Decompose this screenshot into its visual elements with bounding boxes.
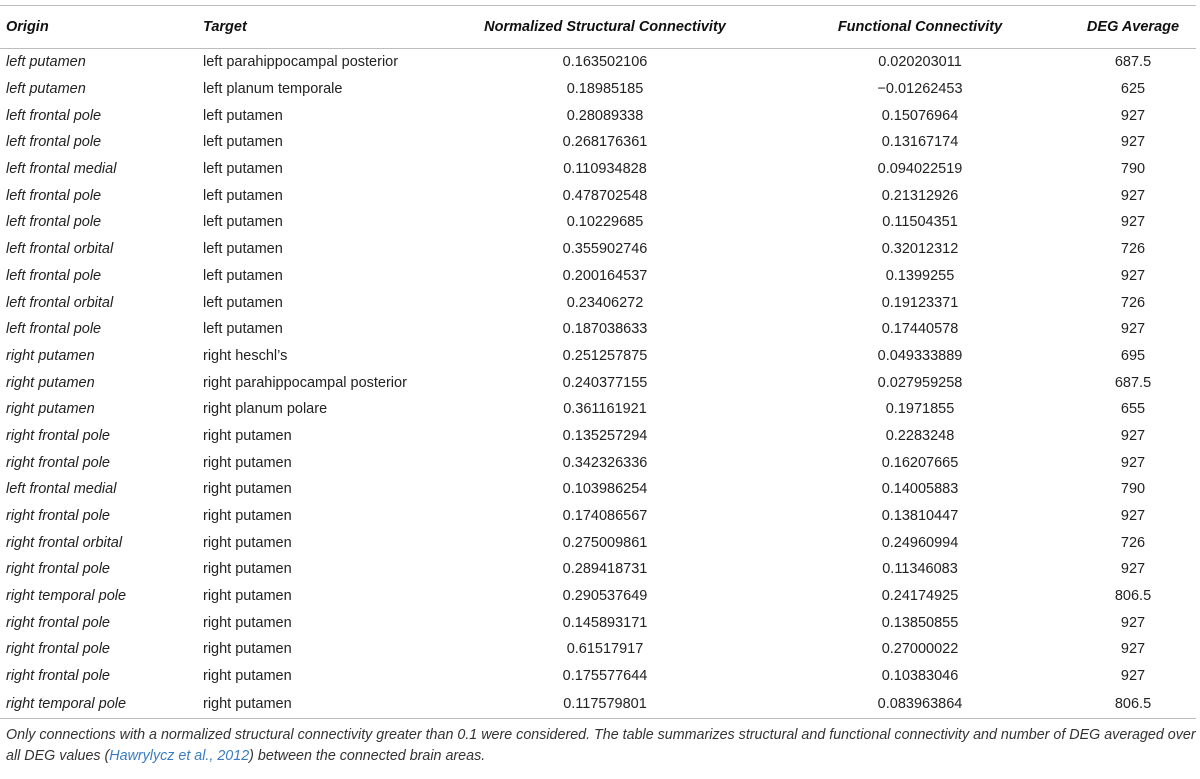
cell-functional-connectivity: 0.094022519 xyxy=(877,161,963,178)
cell-functional-connectivity: 0.2283248 xyxy=(885,427,955,444)
cell-deg-average: 927 xyxy=(1120,267,1146,284)
cell-target: left putamen xyxy=(203,214,283,231)
cell-target: right putamen xyxy=(203,534,292,551)
cell-structural-connectivity: 0.342326336 xyxy=(562,454,648,471)
cell-origin: right frontal pole xyxy=(6,561,110,578)
cell-functional-connectivity: 0.17440578 xyxy=(881,321,959,338)
cell-origin: left frontal orbital xyxy=(6,294,114,311)
cell-origin: right frontal pole xyxy=(6,454,110,471)
footnote-text-before: Only connections with a normalized structural connectivity greater than 0.1 were considered. The table summarizes structural and functional connectivity and number of DEG averaged over all DEG values ( xyxy=(6,726,1196,764)
cell-functional-connectivity: 0.15076964 xyxy=(881,107,959,124)
cell-origin: left frontal pole xyxy=(6,214,102,231)
table-row xyxy=(0,209,1196,236)
cell-target: right putamen xyxy=(203,588,292,605)
cell-functional-connectivity: 0.16207665 xyxy=(881,454,959,471)
cell-deg-average: 927 xyxy=(1120,641,1146,658)
cell-origin: left frontal medial xyxy=(6,481,117,498)
cell-target: left parahippocampal posterior xyxy=(203,54,399,71)
cell-deg-average: 927 xyxy=(1120,134,1146,151)
cell-structural-connectivity: 0.23406272 xyxy=(566,294,644,311)
cell-target: right putamen xyxy=(203,454,292,471)
cell-origin: left frontal orbital xyxy=(6,241,114,258)
cell-deg-average: 695 xyxy=(1120,347,1146,364)
cell-deg-average: 927 xyxy=(1120,187,1146,204)
cell-target: right heschl’s xyxy=(203,347,288,364)
cell-deg-average: 687.5 xyxy=(1114,54,1152,71)
table-row xyxy=(0,690,1196,719)
cell-structural-connectivity: 0.117579801 xyxy=(563,695,647,712)
connectivity-table xyxy=(0,5,1196,767)
cell-deg-average: 726 xyxy=(1120,534,1146,551)
cell-deg-average: 927 xyxy=(1120,214,1146,231)
cell-origin: right frontal pole xyxy=(6,508,110,525)
cell-deg-average: 927 xyxy=(1120,321,1146,338)
cell-functional-connectivity: 0.27000022 xyxy=(881,641,959,658)
table-row xyxy=(0,636,1196,663)
cell-deg-average: 726 xyxy=(1120,294,1146,311)
cell-structural-connectivity: 0.28089338 xyxy=(566,107,644,124)
cell-target: right parahippocampal posterior xyxy=(203,374,407,391)
cell-functional-connectivity: 0.13167174 xyxy=(881,134,959,151)
cell-structural-connectivity: 0.187038633 xyxy=(562,321,648,338)
cell-origin: right frontal orbital xyxy=(6,534,123,551)
cell-deg-average: 806.5 xyxy=(1114,695,1152,712)
cell-functional-connectivity: 0.11346083 xyxy=(882,561,958,578)
cell-structural-connectivity: 0.478702548 xyxy=(562,187,648,204)
cell-target: right putamen xyxy=(203,481,292,498)
header-deg-average: DEG Average xyxy=(1086,19,1180,35)
table-row xyxy=(0,316,1196,343)
cell-origin: right frontal pole xyxy=(6,641,110,658)
header-origin: Origin xyxy=(6,19,49,35)
cell-origin: left frontal medial xyxy=(6,161,117,178)
cell-target: left putamen xyxy=(203,241,283,258)
cell-functional-connectivity: 0.24960994 xyxy=(881,534,959,551)
cell-deg-average: 927 xyxy=(1120,668,1146,685)
cell-structural-connectivity: 0.355902746 xyxy=(562,241,648,258)
cell-target: right putamen xyxy=(203,668,292,685)
cell-structural-connectivity: 0.103986254 xyxy=(562,481,648,498)
cell-functional-connectivity: 0.11504351 xyxy=(882,214,958,231)
cell-target: left putamen xyxy=(203,161,283,178)
cell-target: right putamen xyxy=(203,641,292,658)
cell-structural-connectivity: 0.18985185 xyxy=(566,81,644,98)
cell-structural-connectivity: 0.361161921 xyxy=(563,401,647,418)
table-row xyxy=(0,503,1196,530)
cell-origin: right frontal pole xyxy=(6,614,110,631)
cell-target: left putamen xyxy=(203,107,283,124)
cell-deg-average: 927 xyxy=(1120,508,1146,525)
table-row xyxy=(0,156,1196,183)
cell-origin: right frontal pole xyxy=(6,668,110,685)
header-structural-connectivity: Normalized Structural Connectivity xyxy=(484,19,726,35)
cell-deg-average: 726 xyxy=(1120,241,1146,258)
table-footnote xyxy=(0,718,1196,767)
cell-deg-average: 927 xyxy=(1120,614,1146,631)
cell-deg-average: 927 xyxy=(1120,107,1146,124)
cell-origin: right frontal pole xyxy=(6,427,110,444)
cell-origin: left frontal pole xyxy=(6,107,102,124)
footnote-text-after: ) between the connected brain areas. xyxy=(249,747,486,764)
cell-deg-average: 927 xyxy=(1120,561,1146,578)
footnote-row xyxy=(0,718,1196,767)
cell-origin: right temporal pole xyxy=(6,695,127,712)
table-row xyxy=(0,343,1196,370)
cell-functional-connectivity: 0.10383046 xyxy=(881,668,959,685)
cell-origin: left putamen xyxy=(6,54,86,71)
cell-structural-connectivity: 0.290537649 xyxy=(562,588,648,605)
cell-origin: left putamen xyxy=(6,81,86,98)
table-row xyxy=(0,182,1196,209)
cell-functional-connectivity: 0.14005883 xyxy=(881,481,959,498)
cell-structural-connectivity: 0.163502106 xyxy=(562,54,648,71)
cell-functional-connectivity: 0.1399255 xyxy=(885,267,955,284)
cell-functional-connectivity: 0.027959258 xyxy=(877,374,963,391)
cell-deg-average: 687.5 xyxy=(1114,374,1152,391)
table-footer xyxy=(0,718,1196,767)
cell-origin: left frontal pole xyxy=(6,187,102,204)
cell-target: left putamen xyxy=(203,134,283,151)
header-target: Target xyxy=(203,19,247,35)
cell-target: left putamen xyxy=(203,294,283,311)
cell-structural-connectivity: 0.135257294 xyxy=(562,427,648,444)
cell-origin: left frontal pole xyxy=(6,134,102,151)
table-row xyxy=(0,609,1196,636)
table-row xyxy=(0,76,1196,103)
table-row xyxy=(0,449,1196,476)
table-row xyxy=(0,423,1196,450)
header-functional-connectivity: Functional Connectivity xyxy=(837,19,1003,35)
cell-functional-connectivity: −0.01262453 xyxy=(877,81,963,98)
table-row xyxy=(0,102,1196,129)
cell-deg-average: 927 xyxy=(1120,427,1146,444)
cell-origin: right temporal pole xyxy=(6,588,127,605)
cell-target: right putamen xyxy=(203,508,292,525)
table-row xyxy=(0,49,1196,76)
cell-structural-connectivity: 0.175577644 xyxy=(562,668,648,685)
cell-target: right putamen xyxy=(203,695,292,712)
cell-deg-average: 927 xyxy=(1120,454,1146,471)
cell-origin: right putamen xyxy=(6,347,95,364)
table-body xyxy=(0,49,1196,719)
cell-structural-connectivity: 0.145893171 xyxy=(562,614,648,631)
cell-structural-connectivity: 0.275009861 xyxy=(562,534,648,551)
cell-structural-connectivity: 0.268176361 xyxy=(562,134,648,151)
cell-deg-average: 625 xyxy=(1120,81,1146,98)
cell-target: right putamen xyxy=(203,614,292,631)
cell-structural-connectivity: 0.289418731 xyxy=(562,561,648,578)
cell-structural-connectivity: 0.251257875 xyxy=(562,347,648,364)
cell-structural-connectivity: 0.200164537 xyxy=(562,267,648,284)
cell-target: left putamen xyxy=(203,267,283,284)
citation-link[interactable]: Hawrylycz et al., 2012 xyxy=(109,747,250,764)
cell-structural-connectivity: 0.61517917 xyxy=(566,641,644,658)
cell-deg-average: 806.5 xyxy=(1114,588,1152,605)
header-row xyxy=(0,6,1196,49)
cell-deg-average: 790 xyxy=(1120,481,1146,498)
table-row xyxy=(0,289,1196,316)
cell-functional-connectivity: 0.083963864 xyxy=(877,695,963,712)
table-row xyxy=(0,263,1196,290)
cell-structural-connectivity: 0.174086567 xyxy=(562,508,648,525)
cell-functional-connectivity: 0.13850855 xyxy=(881,614,959,631)
table-row xyxy=(0,129,1196,156)
table-row xyxy=(0,369,1196,396)
table-row xyxy=(0,396,1196,423)
table-row xyxy=(0,556,1196,583)
table-row xyxy=(0,236,1196,263)
cell-target: right planum polare xyxy=(203,401,328,418)
cell-origin: left frontal pole xyxy=(6,267,102,284)
table-row xyxy=(0,529,1196,556)
cell-functional-connectivity: 0.21312926 xyxy=(881,187,959,204)
cell-functional-connectivity: 0.19123371 xyxy=(881,294,959,311)
cell-target: left putamen xyxy=(203,187,283,204)
cell-structural-connectivity: 0.110934828 xyxy=(563,161,647,178)
cell-functional-connectivity: 0.049333889 xyxy=(877,347,963,364)
cell-functional-connectivity: 0.24174925 xyxy=(881,588,959,605)
cell-functional-connectivity: 0.13810447 xyxy=(881,508,959,525)
cell-origin: right putamen xyxy=(6,374,95,391)
cell-functional-connectivity: 0.020203011 xyxy=(878,54,962,71)
table-row xyxy=(0,663,1196,690)
table-row xyxy=(0,583,1196,610)
cell-target: right putamen xyxy=(203,427,292,444)
cell-target: left planum temporale xyxy=(203,81,343,98)
cell-origin: right putamen xyxy=(6,401,95,418)
cell-deg-average: 790 xyxy=(1120,161,1146,178)
table-row xyxy=(0,476,1196,503)
cell-functional-connectivity: 0.32012312 xyxy=(881,241,959,258)
cell-functional-connectivity: 0.1971855 xyxy=(885,401,955,418)
cell-origin: left frontal pole xyxy=(6,321,102,338)
cell-structural-connectivity: 0.240377155 xyxy=(562,374,648,391)
table-header xyxy=(0,6,1196,49)
cell-structural-connectivity: 0.10229685 xyxy=(566,214,644,231)
cell-target: right putamen xyxy=(203,561,292,578)
cell-target: left putamen xyxy=(203,321,283,338)
cell-deg-average: 655 xyxy=(1120,401,1146,418)
